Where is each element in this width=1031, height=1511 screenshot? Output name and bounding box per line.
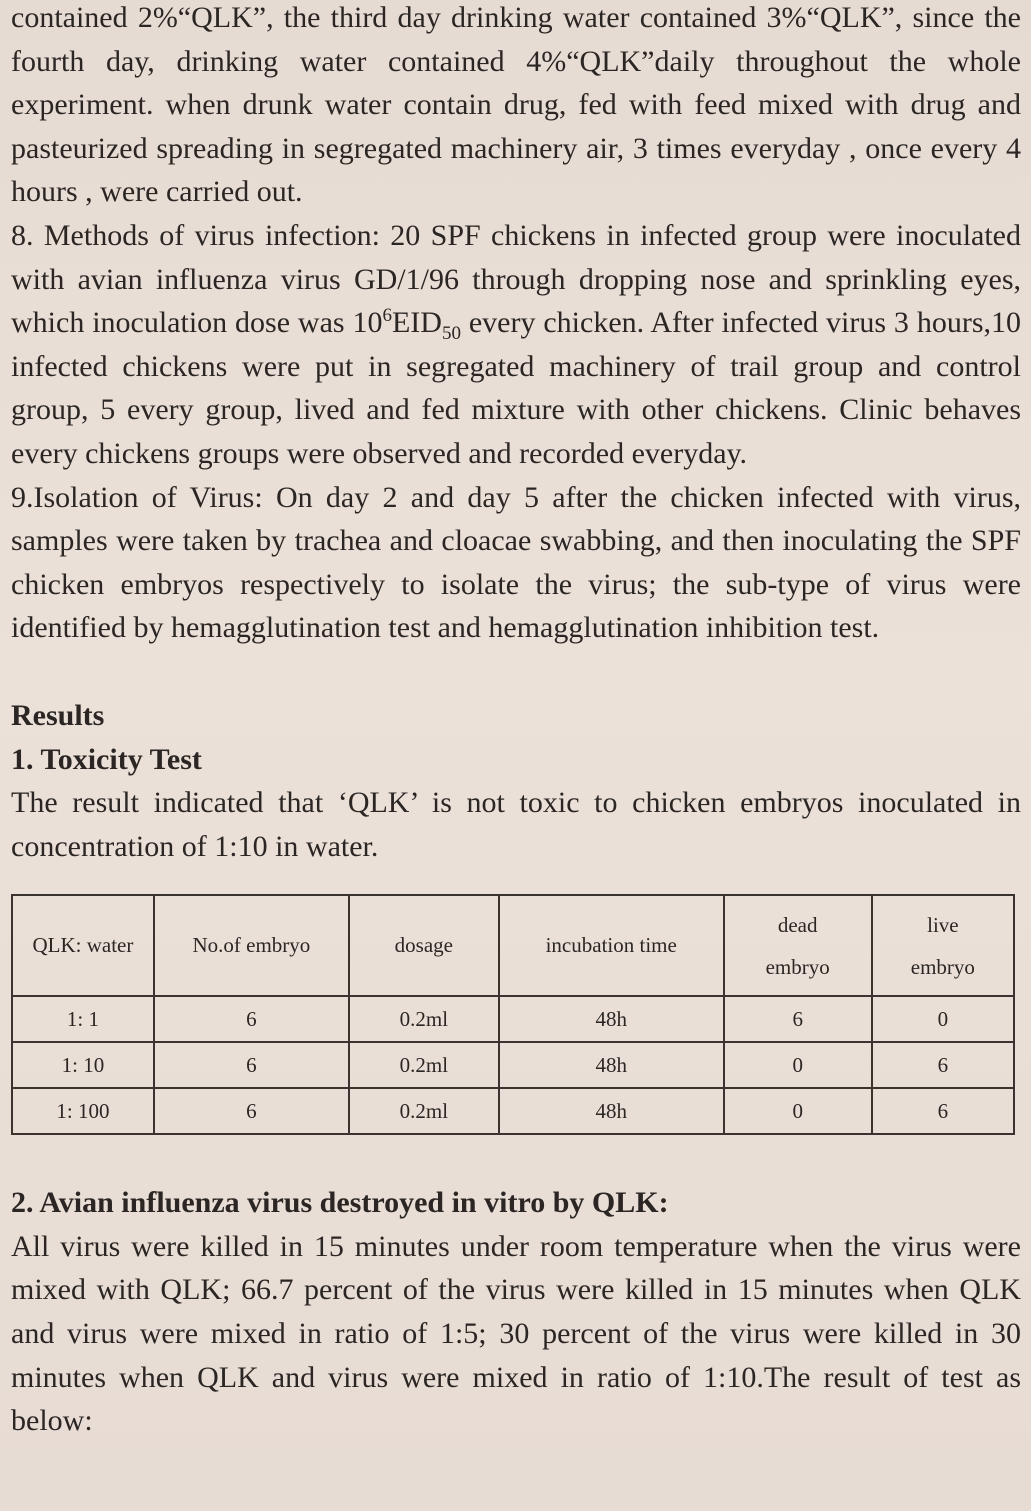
paragraph-method-8 [11, 214, 1021, 476]
header-live-line1: live [927, 912, 959, 937]
paragraph-drinking-water: contained 2%“QLK”, the third day drinking water contained 3%“QLK”, since the fourth day, drinking water contained 4%“QLK”daily throughout the whole experiment. when drunk water contain drug, fed with feed mixed with drug and pasteurized spreading in segregated machinery air, 3 times everyday , once every 4 hours , were carried out. [11, 1, 1021, 209]
cell-dead: 0 [724, 1042, 872, 1088]
method8-text-before: 8. Methods of virus infection: 20 SPF chickens in infected group were inoculated with avian influenza virus GD/1/96 through dropping nose and sprinkling eyes, which inoculation dose was 10 [11, 218, 1021, 340]
results-heading: Results [11, 698, 105, 732]
header-dead-line2: embryo [765, 954, 830, 979]
cell-ratio: 1: 1 [12, 996, 154, 1042]
table-header-row [12, 895, 1014, 996]
method8-text-after: every chicken. After infected virus 3 hours,10 infected chickens were put in segregated machinery of trail group and control group, 5 every group, lived and fed mixture with other chickens. Clinic behaves every chickens groups were observed and recorded everyday. [11, 306, 1021, 470]
spacer [11, 1135, 1021, 1181]
cell-time: 48h [499, 1042, 724, 1088]
cell-dosage: 0.2ml [349, 996, 499, 1042]
cell-embryos: 6 [154, 1088, 349, 1134]
paragraph-method-9: 9.Isolation of Virus: On day 2 and day 5 after the chicken infected with virus, samples were taken by trachea and cloacae swabbing, and then inoculating the SPF chicken embryos respectively to isolate the virus; the sub-type of virus were identified by hemagglutination test and hemagglutination inhibition test. [11, 480, 1021, 645]
cell-dead: 0 [724, 1088, 872, 1134]
section1-heading: 1. Toxicity Test [11, 742, 202, 776]
cell-embryos: 6 [154, 996, 349, 1042]
eid-subscript: 50 [441, 323, 461, 345]
cell-ratio: 1: 100 [12, 1088, 154, 1134]
header-embryo-count: No.of embryo [154, 895, 349, 996]
dose-exponent: 6 [382, 305, 392, 327]
eid-label: EID [391, 306, 442, 340]
cell-live: 6 [872, 1088, 1014, 1134]
cell-dosage: 0.2ml [349, 1088, 499, 1134]
header-incubation: incubation time [499, 895, 724, 996]
cell-ratio: 1: 10 [12, 1042, 154, 1088]
cell-dead: 6 [724, 996, 872, 1042]
header-live-embryo [872, 895, 1014, 996]
cell-dosage: 0.2ml [349, 1042, 499, 1088]
spacer [11, 650, 1021, 694]
header-dead-embryo [724, 895, 872, 996]
header-live-line2: embryo [910, 954, 975, 979]
table-row [12, 1042, 1014, 1088]
section1-text: The result indicated that ‘QLK’ is not toxic to chicken embryos inoculated in concentration of 1:10 in water. [11, 786, 1021, 863]
cell-live: 6 [872, 1042, 1014, 1088]
header-dead-line1: dead [777, 912, 818, 937]
table-row [12, 1088, 1014, 1134]
section2-heading: 2. Avian influenza virus destroyed in vitro by QLK: [11, 1186, 669, 1220]
cell-time: 48h [499, 1088, 724, 1134]
header-dosage: dosage [349, 895, 499, 996]
header-ratio: QLK: water [12, 895, 154, 996]
section2-text: All virus were killed in 15 minutes under room temperature when the virus were mixed with QLK; 66.7 percent of the virus were killed in 15 minutes when QLK and virus were mixed in ratio of 1:5; 30 percent of the virus were killed in 30 minutes when QLK and virus were mixed in ratio of 1:10.The result of test as below: [11, 1229, 1021, 1438]
cell-live: 0 [872, 996, 1014, 1042]
cell-time: 48h [499, 996, 724, 1042]
cell-embryos: 6 [154, 1042, 349, 1088]
table-row [12, 996, 1014, 1042]
toxicity-table [11, 894, 1015, 1135]
